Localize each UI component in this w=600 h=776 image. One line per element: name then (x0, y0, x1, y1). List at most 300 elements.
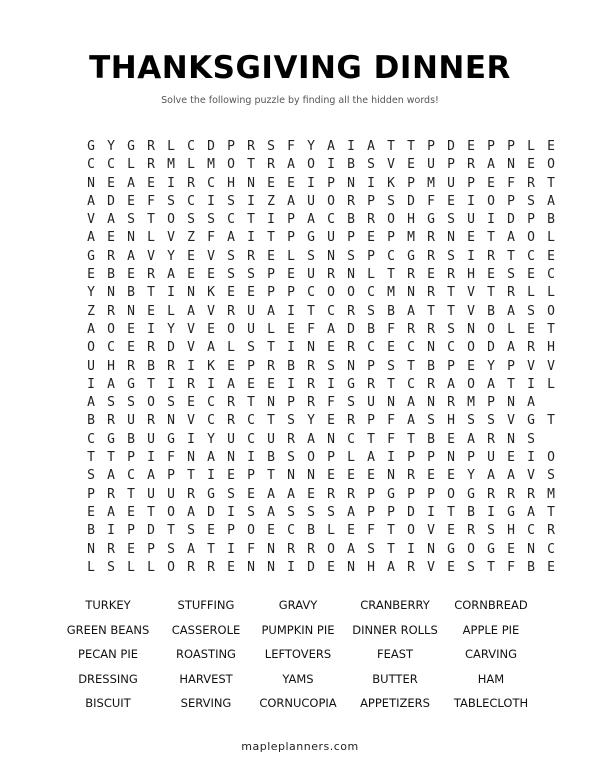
grid-letter[interactable]: P (287, 212, 295, 228)
grid-letter[interactable]: I (367, 175, 375, 191)
grid-letter[interactable]: G (427, 212, 435, 228)
grid-letter[interactable]: R (347, 193, 355, 209)
grid-letter[interactable]: F (367, 523, 375, 539)
grid-letter[interactable]: F (207, 230, 215, 246)
grid-letter[interactable]: P (287, 230, 295, 246)
grid-letter[interactable]: N (187, 450, 195, 466)
grid-letter[interactable]: U (487, 450, 495, 466)
grid-letter[interactable]: E (147, 175, 155, 191)
grid-letter[interactable]: P (127, 523, 135, 539)
grid-letter[interactable]: U (427, 157, 435, 173)
grid-letter[interactable]: F (387, 321, 395, 337)
grid-letter[interactable]: E (347, 523, 355, 539)
grid-letter[interactable]: N (227, 450, 235, 466)
grid-letter[interactable]: O (487, 321, 495, 337)
grid-letter[interactable]: L (547, 376, 555, 392)
grid-letter[interactable]: G (127, 139, 135, 154)
grid-letter[interactable]: E (547, 559, 555, 575)
grid-letter[interactable]: L (287, 248, 295, 264)
grid-letter[interactable]: S (347, 395, 355, 411)
grid-letter[interactable]: I (287, 376, 295, 392)
grid-letter[interactable]: P (387, 504, 395, 520)
grid-letter[interactable]: T (547, 175, 555, 191)
grid-letter[interactable]: Z (267, 193, 275, 209)
grid-letter[interactable]: C (287, 523, 295, 539)
grid-letter[interactable]: R (227, 395, 235, 411)
grid-letter[interactable]: H (227, 175, 235, 191)
grid-letter[interactable]: A (187, 541, 195, 557)
grid-letter[interactable]: R (187, 376, 195, 392)
grid-letter[interactable]: E (447, 193, 455, 209)
grid-letter[interactable]: G (507, 504, 515, 520)
grid-letter[interactable]: Y (307, 139, 315, 154)
grid-letter[interactable]: L (167, 303, 175, 319)
grid-letter[interactable]: C (407, 340, 415, 356)
grid-letter[interactable]: S (547, 468, 555, 484)
grid-letter[interactable]: A (507, 303, 515, 319)
grid-letter[interactable]: E (267, 175, 275, 191)
grid-letter[interactable]: E (407, 157, 415, 173)
grid-letter[interactable]: T (407, 139, 415, 154)
grid-letter[interactable]: E (127, 321, 135, 337)
grid-letter[interactable]: R (487, 486, 495, 502)
grid-letter[interactable]: R (347, 340, 355, 356)
grid-letter[interactable]: S (107, 559, 115, 575)
grid-letter[interactable]: S (327, 504, 335, 520)
grid-letter[interactable]: N (427, 340, 435, 356)
grid-letter[interactable]: R (267, 157, 275, 173)
grid-letter[interactable]: G (307, 230, 315, 246)
grid-letter[interactable]: R (427, 230, 435, 246)
grid-letter[interactable]: A (107, 212, 115, 228)
grid-letter[interactable]: D (407, 504, 415, 520)
grid-letter[interactable]: R (407, 267, 415, 283)
grid-letter[interactable]: V (87, 212, 95, 228)
grid-letter[interactable]: I (247, 193, 255, 209)
grid-letter[interactable]: T (247, 395, 255, 411)
grid-letter[interactable]: R (147, 267, 155, 283)
grid-letter[interactable]: U (367, 395, 375, 411)
grid-letter[interactable]: S (367, 157, 375, 173)
grid-letter[interactable]: L (167, 139, 175, 154)
grid-letter[interactable]: R (347, 413, 355, 429)
grid-letter[interactable]: F (507, 175, 515, 191)
grid-letter[interactable]: I (147, 450, 155, 466)
grid-letter[interactable]: A (267, 504, 275, 520)
grid-letter[interactable]: V (147, 248, 155, 264)
grid-letter[interactable]: T (407, 431, 415, 447)
grid-letter[interactable]: I (467, 248, 475, 264)
grid-letter[interactable]: R (487, 431, 495, 447)
grid-letter[interactable]: R (527, 340, 535, 356)
grid-letter[interactable]: F (147, 193, 155, 209)
grid-letter[interactable]: C (107, 340, 115, 356)
grid-letter[interactable]: M (167, 157, 175, 173)
grid-letter[interactable]: G (87, 248, 95, 264)
grid-letter[interactable]: E (187, 267, 195, 283)
grid-letter[interactable]: I (147, 321, 155, 337)
grid-letter[interactable]: E (247, 486, 255, 502)
grid-letter[interactable]: N (467, 321, 475, 337)
grid-letter[interactable]: R (247, 248, 255, 264)
grid-letter[interactable]: T (387, 523, 395, 539)
grid-letter[interactable]: T (387, 541, 395, 557)
grid-letter[interactable]: U (147, 486, 155, 502)
grid-letter[interactable]: E (367, 230, 375, 246)
grid-letter[interactable]: T (147, 504, 155, 520)
grid-letter[interactable]: N (527, 541, 535, 557)
grid-letter[interactable]: F (387, 431, 395, 447)
grid-letter[interactable]: E (467, 358, 475, 374)
grid-letter[interactable]: S (167, 395, 175, 411)
grid-letter[interactable]: L (347, 450, 355, 466)
grid-letter[interactable]: F (167, 450, 175, 466)
grid-letter[interactable]: A (127, 248, 135, 264)
grid-letter[interactable]: T (187, 468, 195, 484)
grid-letter[interactable]: A (267, 486, 275, 502)
grid-letter[interactable]: P (467, 175, 475, 191)
grid-letter[interactable]: B (87, 413, 95, 429)
grid-letter[interactable]: N (387, 395, 395, 411)
grid-letter[interactable]: Y (307, 413, 315, 429)
grid-letter[interactable]: O (547, 303, 555, 319)
grid-letter[interactable]: B (487, 303, 495, 319)
grid-letter[interactable]: N (347, 267, 355, 283)
grid-letter[interactable]: U (147, 431, 155, 447)
grid-letter[interactable]: E (327, 413, 335, 429)
grid-letter[interactable]: T (247, 157, 255, 173)
grid-letter[interactable]: O (547, 157, 555, 173)
grid-letter[interactable]: E (427, 267, 435, 283)
grid-letter[interactable]: C (207, 395, 215, 411)
grid-letter[interactable]: A (287, 193, 295, 209)
grid-letter[interactable]: C (347, 431, 355, 447)
grid-letter[interactable]: E (127, 340, 135, 356)
grid-letter[interactable]: K (207, 358, 215, 374)
grid-letter[interactable]: S (127, 212, 135, 228)
grid-letter[interactable]: N (507, 395, 515, 411)
grid-letter[interactable]: A (127, 175, 135, 191)
grid-letter[interactable]: E (187, 248, 195, 264)
grid-letter[interactable]: A (287, 486, 295, 502)
grid-letter[interactable]: C (247, 431, 255, 447)
grid-letter[interactable]: G (387, 486, 395, 502)
grid-letter[interactable]: A (367, 450, 375, 466)
grid-letter[interactable]: O (107, 321, 115, 337)
grid-letter[interactable]: A (307, 431, 315, 447)
grid-letter[interactable]: E (207, 267, 215, 283)
grid-letter[interactable]: L (187, 157, 195, 173)
grid-letter[interactable]: A (507, 468, 515, 484)
grid-letter[interactable]: E (207, 523, 215, 539)
grid-letter[interactable]: Y (107, 139, 115, 154)
grid-letter[interactable]: H (447, 413, 455, 429)
grid-letter[interactable]: O (387, 212, 395, 228)
grid-letter[interactable]: I (187, 431, 195, 447)
grid-letter[interactable]: L (147, 230, 155, 246)
grid-letter[interactable]: G (527, 413, 535, 429)
grid-letter[interactable]: B (127, 431, 135, 447)
grid-letter[interactable]: D (407, 193, 415, 209)
grid-letter[interactable]: I (287, 340, 295, 356)
grid-letter[interactable]: P (487, 139, 495, 154)
grid-letter[interactable]: H (367, 559, 375, 575)
grid-letter[interactable]: U (127, 413, 135, 429)
grid-letter[interactable]: T (207, 541, 215, 557)
grid-letter[interactable]: S (267, 139, 275, 154)
grid-letter[interactable]: R (347, 486, 355, 502)
grid-letter[interactable]: O (227, 321, 235, 337)
grid-letter[interactable]: P (127, 450, 135, 466)
grid-letter[interactable]: T (487, 285, 495, 301)
grid-letter[interactable]: C (547, 541, 555, 557)
grid-letter[interactable]: O (147, 395, 155, 411)
grid-letter[interactable]: Y (467, 468, 475, 484)
grid-letter[interactable]: R (167, 358, 175, 374)
grid-letter[interactable]: I (247, 450, 255, 466)
grid-letter[interactable]: S (447, 248, 455, 264)
grid-letter[interactable]: D (147, 523, 155, 539)
grid-letter[interactable]: P (367, 358, 375, 374)
grid-letter[interactable]: N (427, 541, 435, 557)
grid-letter[interactable]: O (87, 340, 95, 356)
grid-letter[interactable]: B (127, 285, 135, 301)
grid-letter[interactable]: A (307, 212, 315, 228)
grid-letter[interactable]: I (327, 376, 335, 392)
grid-letter[interactable]: C (547, 267, 555, 283)
grid-letter[interactable]: L (267, 321, 275, 337)
grid-letter[interactable]: D (207, 504, 215, 520)
grid-letter[interactable]: G (407, 248, 415, 264)
grid-letter[interactable]: L (327, 523, 335, 539)
grid-letter[interactable]: E (467, 139, 475, 154)
grid-letter[interactable]: C (107, 157, 115, 173)
grid-letter[interactable]: L (367, 267, 375, 283)
grid-letter[interactable]: A (487, 376, 495, 392)
grid-letter[interactable]: A (87, 395, 95, 411)
grid-letter[interactable]: E (87, 267, 95, 283)
grid-letter[interactable]: E (267, 376, 275, 392)
grid-letter[interactable]: A (507, 230, 515, 246)
grid-letter[interactable]: S (227, 267, 235, 283)
grid-letter[interactable]: D (447, 139, 455, 154)
grid-letter[interactable]: R (427, 248, 435, 264)
grid-letter[interactable]: F (507, 559, 515, 575)
grid-letter[interactable]: B (427, 358, 435, 374)
grid-letter[interactable]: I (347, 139, 355, 154)
grid-letter[interactable]: G (447, 541, 455, 557)
grid-letter[interactable]: T (307, 303, 315, 319)
grid-letter[interactable]: I (327, 157, 335, 173)
grid-letter[interactable]: B (387, 303, 395, 319)
grid-letter[interactable]: O (167, 559, 175, 575)
grid-letter[interactable]: O (467, 376, 475, 392)
grid-letter[interactable]: O (527, 230, 535, 246)
grid-letter[interactable]: S (167, 193, 175, 209)
grid-letter[interactable]: S (367, 541, 375, 557)
grid-letter[interactable]: A (507, 340, 515, 356)
grid-letter[interactable]: B (147, 358, 155, 374)
grid-letter[interactable]: R (307, 376, 315, 392)
grid-letter[interactable]: P (287, 285, 295, 301)
grid-letter[interactable]: R (307, 541, 315, 557)
grid-letter[interactable]: N (387, 468, 395, 484)
grid-letter[interactable]: H (407, 212, 415, 228)
grid-letter[interactable]: B (427, 431, 435, 447)
grid-letter[interactable]: I (487, 212, 495, 228)
grid-letter[interactable]: V (187, 340, 195, 356)
grid-letter[interactable]: E (227, 468, 235, 484)
grid-letter[interactable]: P (227, 139, 235, 154)
grid-letter[interactable]: M (387, 285, 395, 301)
grid-letter[interactable]: O (327, 541, 335, 557)
grid-letter[interactable]: N (327, 248, 335, 264)
grid-letter[interactable]: N (347, 358, 355, 374)
grid-letter[interactable]: R (147, 413, 155, 429)
grid-letter[interactable]: E (127, 541, 135, 557)
grid-letter[interactable]: E (447, 559, 455, 575)
footer-url[interactable]: mapleplanners.com (241, 740, 359, 753)
grid-letter[interactable]: S (287, 413, 295, 429)
grid-letter[interactable]: S (227, 486, 235, 502)
grid-letter[interactable]: T (367, 431, 375, 447)
grid-letter[interactable]: C (527, 523, 535, 539)
grid-letter[interactable]: N (507, 431, 515, 447)
grid-letter[interactable]: R (187, 559, 195, 575)
grid-letter[interactable]: U (247, 321, 255, 337)
grid-letter[interactable]: E (127, 504, 135, 520)
grid-letter[interactable]: S (127, 395, 135, 411)
grid-letter[interactable]: P (327, 450, 335, 466)
grid-letter[interactable]: E (507, 541, 515, 557)
grid-letter[interactable]: T (387, 376, 395, 392)
grid-letter[interactable]: A (327, 321, 335, 337)
grid-letter[interactable]: H (547, 340, 555, 356)
grid-letter[interactable]: A (167, 267, 175, 283)
grid-letter[interactable]: R (447, 267, 455, 283)
grid-letter[interactable]: A (227, 376, 235, 392)
grid-letter[interactable]: Y (167, 321, 175, 337)
grid-letter[interactable]: G (487, 541, 495, 557)
grid-letter[interactable]: T (547, 504, 555, 520)
grid-letter[interactable]: O (247, 523, 255, 539)
grid-letter[interactable]: A (327, 139, 335, 154)
grid-letter[interactable]: F (287, 139, 295, 154)
grid-letter[interactable]: C (407, 376, 415, 392)
grid-letter[interactable]: M (467, 395, 475, 411)
grid-letter[interactable]: E (527, 157, 535, 173)
grid-letter[interactable]: M (547, 486, 555, 502)
grid-letter[interactable]: R (347, 303, 355, 319)
grid-letter[interactable]: E (467, 230, 475, 246)
grid-letter[interactable]: S (227, 193, 235, 209)
grid-letter[interactable]: R (407, 468, 415, 484)
grid-letter[interactable]: C (207, 175, 215, 191)
grid-letter[interactable]: U (327, 230, 335, 246)
grid-letter[interactable]: P (407, 450, 415, 466)
grid-letter[interactable]: S (207, 212, 215, 228)
grid-letter[interactable]: P (427, 450, 435, 466)
grid-letter[interactable]: B (307, 523, 315, 539)
grid-letter[interactable]: E (227, 285, 235, 301)
grid-letter[interactable]: R (147, 139, 155, 154)
grid-letter[interactable]: P (427, 486, 435, 502)
grid-letter[interactable]: T (547, 321, 555, 337)
grid-letter[interactable]: N (127, 303, 135, 319)
grid-letter[interactable]: V (207, 303, 215, 319)
grid-letter[interactable]: A (287, 157, 295, 173)
grid-letter[interactable]: F (327, 395, 335, 411)
grid-letter[interactable]: P (507, 193, 515, 209)
grid-letter[interactable]: E (507, 450, 515, 466)
grid-letter[interactable]: N (87, 175, 95, 191)
grid-letter[interactable]: O (167, 212, 175, 228)
grid-letter[interactable]: E (527, 321, 535, 337)
grid-letter[interactable]: A (347, 541, 355, 557)
grid-letter[interactable]: S (227, 248, 235, 264)
grid-letter[interactable]: P (247, 358, 255, 374)
grid-letter[interactable]: N (307, 340, 315, 356)
grid-letter[interactable]: I (247, 230, 255, 246)
grid-letter[interactable]: B (547, 212, 555, 228)
grid-letter[interactable]: C (387, 248, 395, 264)
grid-letter[interactable]: F (247, 541, 255, 557)
grid-letter[interactable]: A (207, 340, 215, 356)
grid-letter[interactable]: G (207, 486, 215, 502)
grid-letter[interactable]: I (227, 541, 235, 557)
grid-letter[interactable]: P (487, 395, 495, 411)
grid-letter[interactable]: A (487, 157, 495, 173)
grid-letter[interactable]: S (427, 413, 435, 429)
grid-letter[interactable]: R (327, 486, 335, 502)
grid-letter[interactable]: A (347, 504, 355, 520)
grid-letter[interactable]: A (207, 450, 215, 466)
grid-letter[interactable]: B (367, 321, 375, 337)
grid-letter[interactable]: P (367, 193, 375, 209)
grid-letter[interactable]: B (87, 523, 95, 539)
grid-letter[interactable]: C (327, 303, 335, 319)
grid-letter[interactable]: A (147, 468, 155, 484)
grid-letter[interactable]: U (307, 193, 315, 209)
grid-letter[interactable]: S (247, 504, 255, 520)
grid-letter[interactable]: R (107, 248, 115, 264)
grid-letter[interactable]: E (227, 358, 235, 374)
grid-letter[interactable]: I (207, 376, 215, 392)
grid-letter[interactable]: N (87, 541, 95, 557)
grid-letter[interactable]: V (467, 285, 475, 301)
grid-letter[interactable]: A (87, 193, 95, 209)
grid-letter[interactable]: I (287, 559, 295, 575)
grid-letter[interactable]: E (387, 340, 395, 356)
grid-letter[interactable]: I (467, 193, 475, 209)
grid-letter[interactable]: L (547, 230, 555, 246)
grid-letter[interactable]: I (287, 303, 295, 319)
grid-letter[interactable]: V (527, 468, 535, 484)
grid-letter[interactable]: N (307, 468, 315, 484)
grid-letter[interactable]: H (507, 523, 515, 539)
grid-letter[interactable]: T (487, 230, 495, 246)
grid-letter[interactable]: S (167, 541, 175, 557)
grid-letter[interactable]: D (347, 321, 355, 337)
grid-letter[interactable]: M (407, 230, 415, 246)
grid-letter[interactable]: C (227, 212, 235, 228)
grid-letter[interactable]: R (287, 431, 295, 447)
grid-letter[interactable]: T (447, 285, 455, 301)
grid-letter[interactable]: T (507, 376, 515, 392)
grid-letter[interactable]: I (187, 358, 195, 374)
grid-letter[interactable]: S (467, 559, 475, 575)
grid-letter[interactable]: P (227, 523, 235, 539)
